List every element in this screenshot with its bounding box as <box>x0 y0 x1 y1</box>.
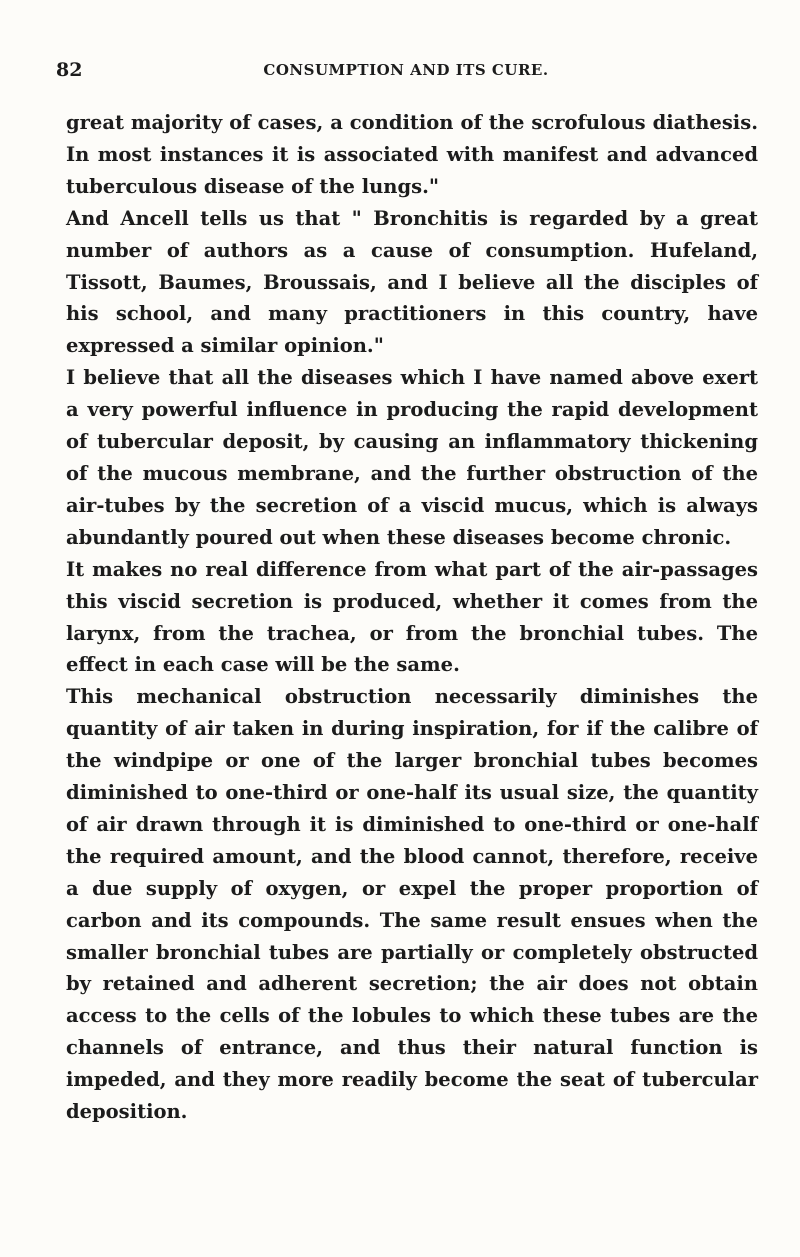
running-title: CONSUMPTION AND ITS CURE. <box>263 61 549 79</box>
paragraph-3: I believe that all the diseases which I have named above exert a very powerful influence in producing the rapid development of tubercular deposit, by causing an inflammatory thickening of the mucous membrane, and the further obstruction of the air-tubes by the secretion of a viscid mucus, which is always abundantly poured out when these diseases become chronic. <box>66 366 758 549</box>
body-text <box>66 107 758 1128</box>
page-number: 82 <box>56 59 83 81</box>
paragraph-4: It makes no real difference from what part of the air-passages this viscid secretion is produced, whether it comes from the larynx, from the trachea, or from the bronchial tubes. The effect in each case will be the same. <box>66 557 758 677</box>
paragraph-2: And Ancell tells us that " Bronchitis is regarded by a great number of authors as a cause of consumption. Hufeland, Tissott, Baumes, Broussais, and I believe all the disciples of his school, and many practitioners in this country, have expressed a similar opinion." <box>66 206 758 358</box>
page-header <box>56 58 756 82</box>
paragraph-5: This mechanical obstruction necessarily diminishes the quantity of air taken in during inspiration, for if the calibre of the windpipe or one of the larger bronchial tubes becomes diminished to one-third or one-half its usual size, the quantity of air drawn through it is diminished to one-third or one-half the required amount, and the blood cannot, therefore, receive a due supply of oxygen, or expel the proper proportion of carbon and its compounds. The same result ensues when the smaller bronchial tubes are partially or completely obstructed by retained and adherent secretion; the air does not obtain access to the cells of the lobules to which these tubes are the channels of entrance, and thus their natural function is impeded, and they more readily become the seat of tubercular deposition. <box>66 685 758 1124</box>
paragraph-1: great majority of cases, a condition of the scrofulous diathesis. In most instances it is associated with manifest and advanced tuberculous disease of the lungs." <box>66 111 758 198</box>
